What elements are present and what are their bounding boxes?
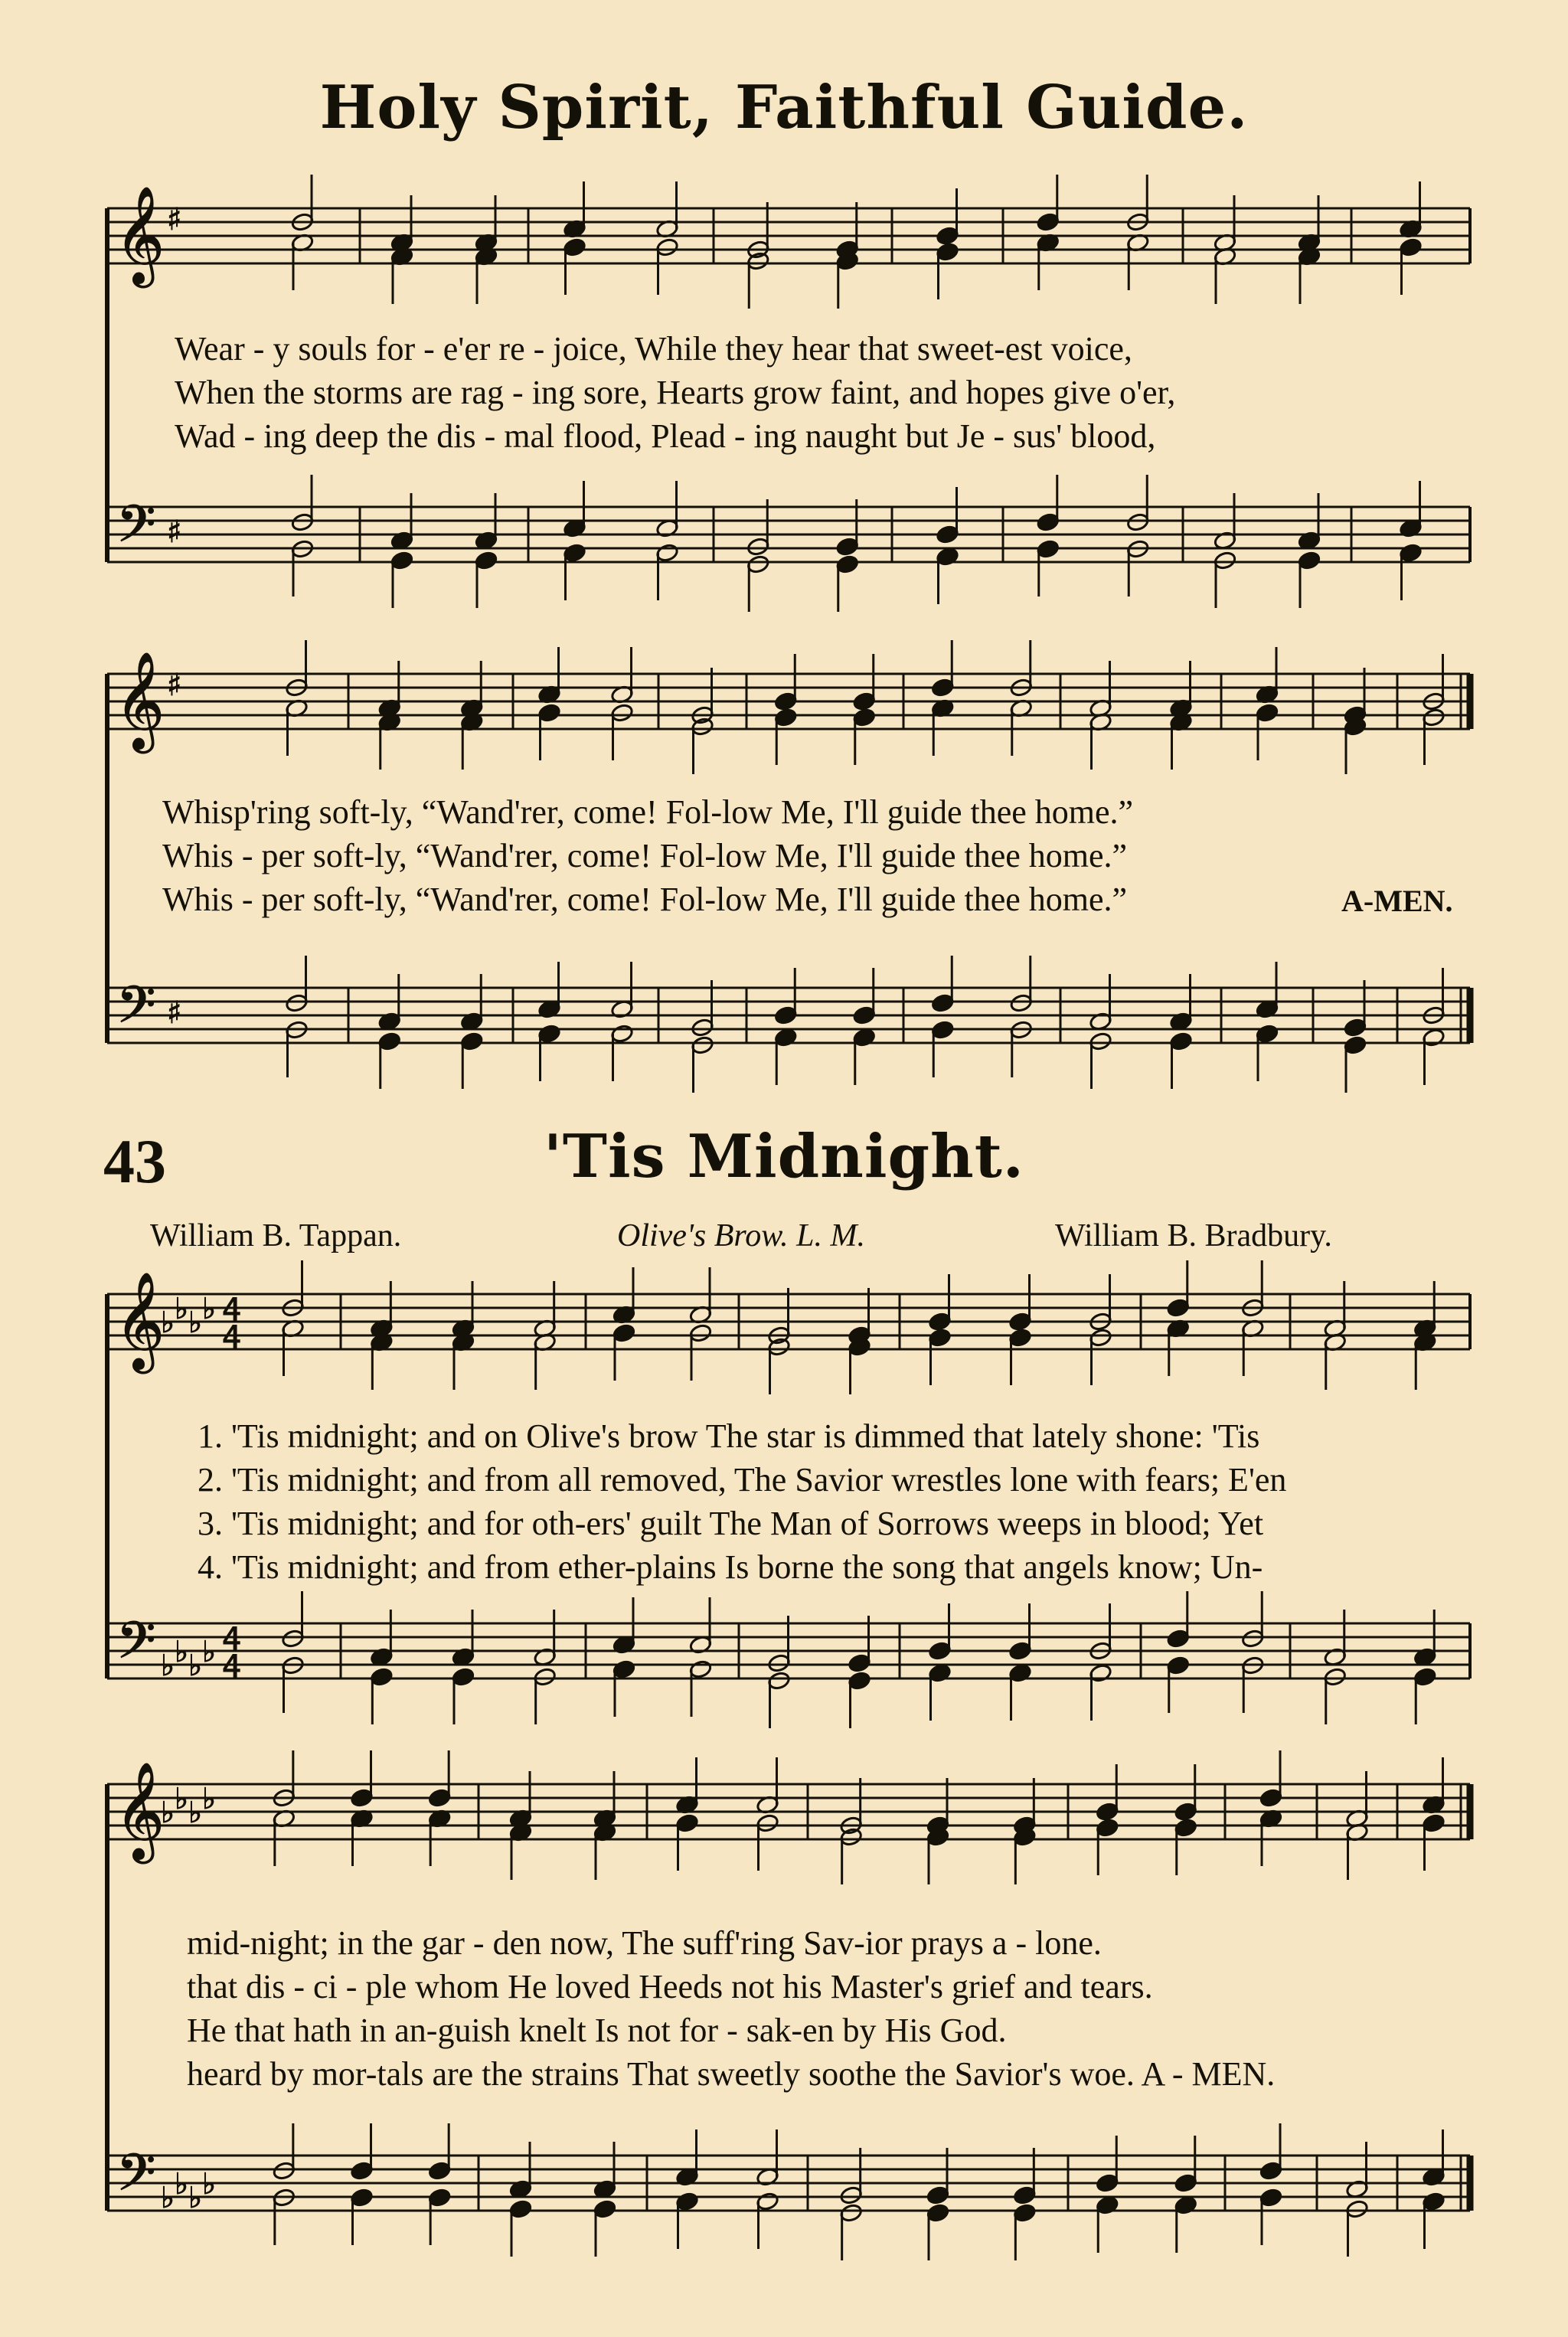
- flat-icon: ♭: [175, 1635, 188, 1669]
- flat-icon: ♭: [161, 1649, 175, 1682]
- flat-icon: ♭: [202, 2167, 216, 2201]
- lyric-verse-2-line-1: When the storms are rag - ing sore, Hearts grow faint, and hopes give o'er,: [175, 374, 1176, 411]
- flat-icon: ♭: [161, 1796, 175, 1829]
- bass-clef-icon: 𝄢: [116, 976, 156, 1047]
- lyric-verse-1-line-2: Whisp'ring soft-ly, “Wand'rer, come! Fol-low Me, I'll guide thee home.”: [162, 793, 1134, 831]
- time-signature-numerator: 4: [222, 1622, 242, 1657]
- flat-icon: ♭: [175, 1782, 188, 1816]
- tune-credit: Olive's Brow. L. M.: [617, 1218, 865, 1253]
- flat-icon: ♭: [188, 2181, 202, 2214]
- flat-icon: ♭: [202, 1782, 216, 1816]
- lyric-verse-1-line-1: 1. 'Tis midnight; and on Olive's brow The star is dimmed that lately shone: 'Tis: [198, 1417, 1260, 1455]
- lyric-verse-3-line-2: Whis - per soft-ly, “Wand'rer, come! Fol-low Me, I'll guide thee home.”: [162, 881, 1128, 918]
- flat-icon: ♭: [188, 1796, 202, 1829]
- bass-clef-icon: 𝄢: [116, 495, 156, 566]
- flat-icon: ♭: [188, 1306, 202, 1339]
- sharp-icon: ♯: [167, 202, 182, 237]
- amen-label: A-MEN.: [1341, 884, 1453, 918]
- sharp-icon: ♯: [167, 515, 182, 550]
- time-signature-denominator: 4: [222, 1320, 242, 1355]
- lyric-verse-3-line-1: 3. 'Tis midnight; and for oth-ers' guilt The Man of Sorrows weeps in blood; Yet: [198, 1505, 1264, 1542]
- flat-icon: ♭: [161, 2181, 175, 2214]
- sharp-icon: ♯: [167, 668, 182, 703]
- hymn-title: 'Tis Midnight.: [544, 1122, 1024, 1191]
- flat-icon: ♭: [202, 1635, 216, 1669]
- flat-icon: ♭: [175, 1292, 188, 1325]
- flat-icon: ♭: [202, 1292, 216, 1325]
- flat-icon: ♭: [161, 1306, 175, 1339]
- bass-clef-icon: 𝄢: [116, 1611, 156, 1682]
- lyric-verse-2-line-2: that dis - ci - ple whom He loved Heeds not his Master's grief and tears.: [187, 1968, 1153, 2005]
- treble-clef-icon: 𝄞: [115, 651, 165, 749]
- sharp-icon: ♯: [167, 995, 182, 1031]
- treble-clef-icon: 𝄞: [115, 185, 165, 283]
- lyric-verse-3-line-1: Wad - ing deep the dis - mal flood, Plead - ing naught but Je - sus' blood,: [175, 417, 1156, 455]
- composer-credit: William B. Bradbury.: [1055, 1218, 1332, 1253]
- time-signature-numerator: 4: [222, 1293, 242, 1328]
- lyric-verse-1-line-1: Wear - y souls for - e'er re - joice, While they hear that sweet-est voice,: [175, 330, 1132, 368]
- lyric-verse-1-line-2: mid-night; in the gar - den now, The suff'ring Sav-ior prays a - lone.: [187, 1924, 1102, 1962]
- treble-clef-icon: 𝄞: [115, 1271, 165, 1369]
- flat-icon: ♭: [175, 2167, 188, 2201]
- lyric-verse-2-line-2: Whis - per soft-ly, “Wand'rer, come! Fol-low Me, I'll guide thee home.”: [162, 837, 1128, 874]
- time-signature-denominator: 4: [222, 1649, 242, 1685]
- hymn-number: 43: [103, 1126, 166, 1196]
- hymn-title: Holy Spirit, Faithful Guide.: [319, 73, 1249, 142]
- lyric-verse-4-line-1: 4. 'Tis midnight; and from ether-plains Is borne the song that angels know; Un-: [198, 1548, 1263, 1586]
- lyric-verse-3-line-2: He that hath in an-guish knelt Is not for - sak-en by His God.: [187, 2012, 1007, 2049]
- lyric-verse-2-line-1: 2. 'Tis midnight; and from all removed, The Savior wrestles lone with fears; E'en: [198, 1461, 1287, 1499]
- lyric-verse-4-line-2: heard by mor-tals are the strains That sweetly soothe the Savior's woe. A - MEN.: [187, 2055, 1276, 2093]
- treble-clef-icon: 𝄞: [115, 1761, 165, 1859]
- author-credit: William B. Tappan.: [150, 1218, 402, 1253]
- bass-clef-icon: 𝄢: [116, 2143, 156, 2214]
- flat-icon: ♭: [188, 1649, 202, 1682]
